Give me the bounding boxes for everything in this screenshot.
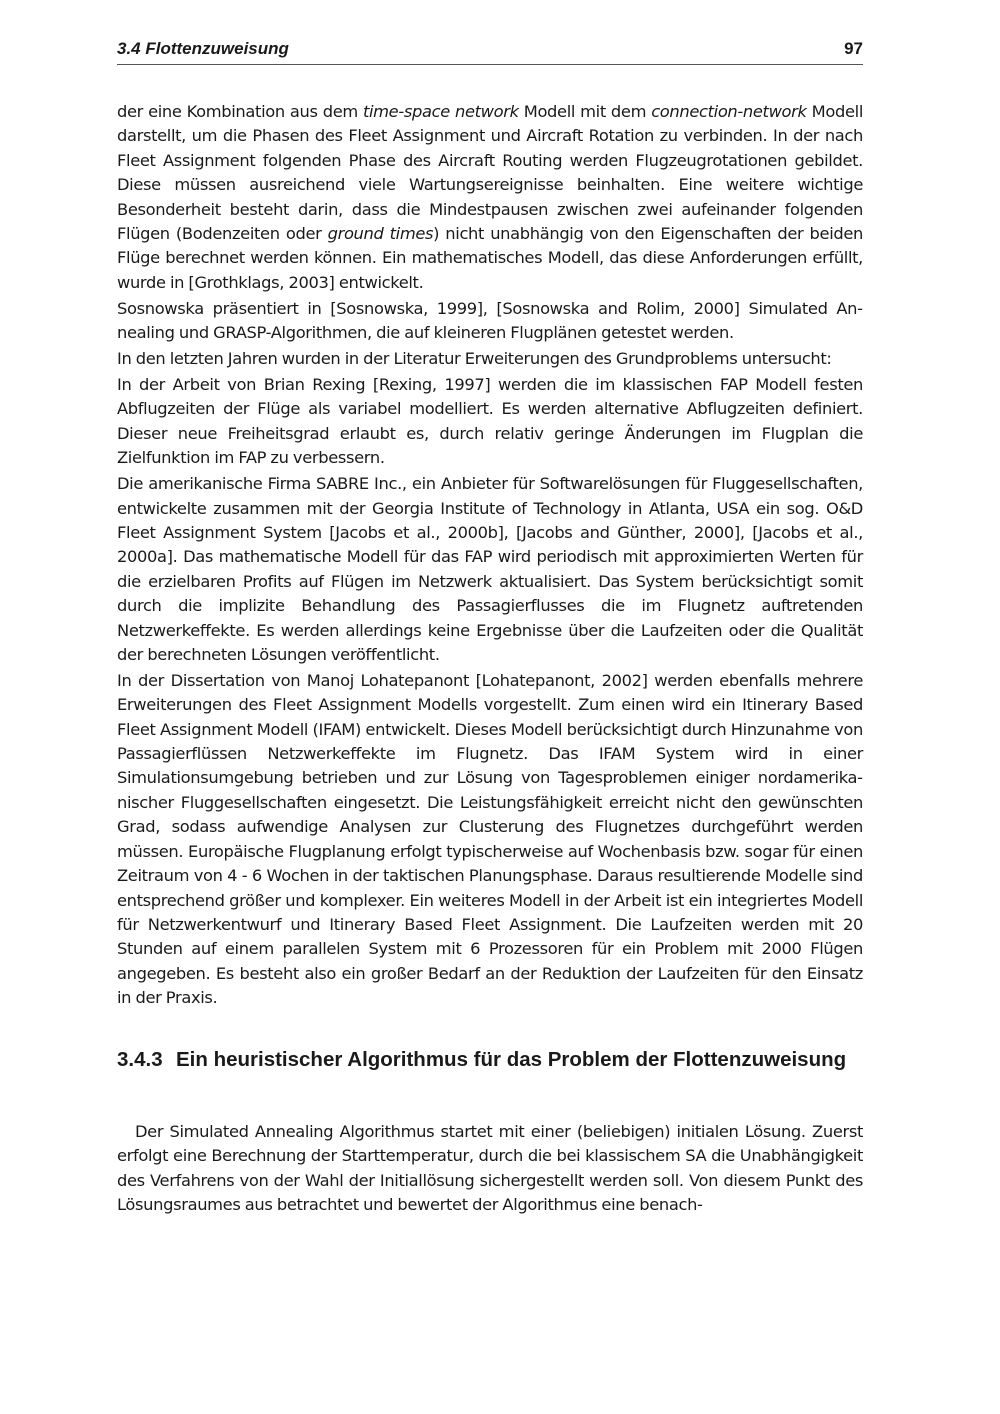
paragraph-4: In der Arbeit von Brian Rexing [Rexing, 1997] werden die im klassischen FAP Modell festen Abflugzeiten der Flüge als variabel modelliert. Es werden alternative Abflugzeiten definiert. Dieser neue Freiheitsgrad erlaubt es, durch relativ geringe Änderungen im Flugplan die Zielfunktion im FAP zu verbessern. [117,374,863,468]
section-title: Ein heuristischer Algorithmus für das Problem der Flottenzuweisung [176,1048,847,1071]
paragraph-1-part-g: ) nicht unabhängig von den Eigenschaften der beiden Flüge berechnet werden können. Ein mathematisches Modell, das diese Anforderungen erfüllt, wurde in [Grothklags, 2003] entwickelt. [117,224,863,292]
paragraph-1-term-time-space: time-space network [362,102,519,121]
running-header-title: 3.4 Flottenzuweisung [117,39,289,58]
paragraph-5: Die amerikanische Firma SABRE Inc., ein Anbieter für Softwarelösungen für Fluggesellschaften, entwickelte zusammen mit der Georgia Institute of Technology in Atlanta, USA ein sog. O&D Fleet Assignment System [Jacobs et al., 2000b], [Jacobs and Günther, 2000], [Jacobs et al., 2000a]. Das mathematische Modell für das FAP wird periodisch mit approximierten Werten für die erzielbaren Profits auf Flügen im Netzwerk aktualisiert. Das System berücksichtigt somit durch die implizite Behandlung des Passagierflusses die im Flugnetz auftretenden Netzwerkeffekte. Es werden allerdings keine Ergebnisse über die Laufzeiten oder die Qualität der berechneten Lösungen veröffentlicht. [117,474,863,664]
paragraph-1-part-e: Modell darstellt, um die Phasen des Fleet Assignment und Aircraft Rotation zu verbinden. In der nach Fleet Assignment folgenden Phase des Aircraft Routing werden Flugzeugrotationen gebildet. Diese müssen ausreichend viele Wartungsereignisse beinhalten. Eine weitere wichtige Besonderheit besteht darin, dass die Mindestpausen zwischen zwei aufeinander folgenden Flügen (Bodenzeiten oder [117,102,863,244]
running-header [117,36,863,65]
section-number: 3.4.3 [117,1048,163,1071]
section-text [117,1120,863,1218]
paragraph-1 [117,100,863,295]
paragraph-3: In den letzten Jahren wurden in der Literatur Erweiterungen des Grundproblems untersucht: [117,349,832,369]
page-number: 97 [844,39,863,58]
paragraph-1-term-ground-times: ground times [327,224,434,244]
section-paragraph-1: Der Simulated Annealing Algorithmus startet mit einer (beliebigen) initialen Lösung. Zuerst erfolgt eine Berechnung der Starttemperatur, durch die bei klassischem SA die Unabhängigkeit des Verfahrens von der Wahl der Initiallösung sichergestellt werden soll. Von diesem Punkt des Lösungsraumes aus betrachtet und bewertet der Algorithmus eine benach- [117,1122,863,1215]
paragraph-1-term-connection: connection-network [651,102,807,121]
section-heading [117,1045,863,1075]
main-text [117,100,863,1012]
paragraph-1-part-c: Modell mit dem [518,102,652,121]
paragraph-6: In der Dissertation von Manoj Lohatepanont [Lohatepanont, 2002] werden ebenfalls mehrere Erweiterungen des Fleet Assignment Modells vorgestellt. Zum einen wird ein Itinerary Based Fleet Assignment Modell (IFAM) entwickelt. Dieses Modell berücksichtigt durch Hinzunahme von Passagierflüssen Netzwerkeffekte im Flugnetz. Das IFAM System wird in einer Simulationsumgebung betrieben und zur Lösung von Tagesproblemen einiger nordamerikanischer Fluggesellschaften eingesetzt. Die Leistungsfähigkeit erreicht nicht den gewünschten Grad, sodass aufwendige Analysen zur Clusterung des Flugnetzes durchgeführt werden müssen. Europäische Flugplanung erfolgt typischerweise auf Wochenbasis bzw. sogar für einen Zeitraum von 4 - 6 Wochen in der taktischen Planungsphase. Daraus resultierende Modelle sind entsprechend größer und komplexer. Ein weiteres Modell in der Arbeit ist ein integriertes Modell für Netzwerkentwurf und Itinerary Based Fleet Assignment. Die Laufzeiten werden mit 20 Stunden auf einem parallelen System mit 6 Prozessoren für ein Problem mit 2000 Flügen angegeben. Es besteht also ein großer Bedarf an der Reduktion der Laufzeiten für den Einsatz in der Praxis. [117,670,863,1008]
paragraph-1-part-a: der eine Kombination aus dem [117,102,363,121]
paragraph-2: Sosnowska präsentiert in [Sosnowska, 1999], [Sosnowska and Rolim, 2000] Simulated Annealing und GRASP-Algorithmen, die auf kleineren Flugplänen getestet werden. [117,298,863,343]
